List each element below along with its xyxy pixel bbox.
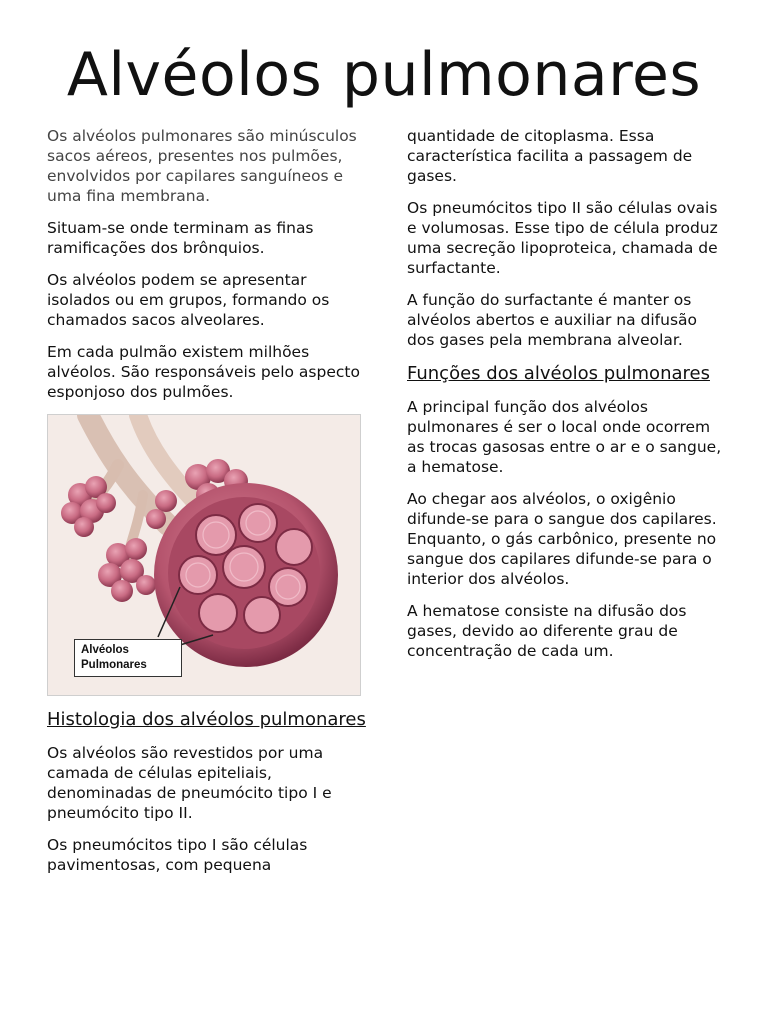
right-column — [407, 126, 725, 673]
functions-heading: Funções dos alvéolos pulmonares — [407, 363, 710, 384]
alveoli-illustration — [47, 414, 361, 696]
pneumocyte-ii-paragraph: Os pneumócitos tipo II são células ovais e volumosas. Esse tipo de célula produz uma secreção lipoproteica, chamada de surfactante. — [407, 199, 718, 277]
main-function-paragraph: A principal função dos alvéolos pulmonares é ser o local onde ocorrem as trocas gasosas entre o ar e o sangue, a hematose. — [407, 398, 722, 476]
cytoplasm-paragraph: quantidade de citoplasma. Essa característica facilita a passagem de gases. — [407, 127, 693, 185]
histology-paragraph-2: Os pneumócitos tipo I são células pavimentosas, com pequena — [47, 836, 308, 874]
groups-paragraph: Os alvéolos podem se apresentar isolados ou em grupos, formando os chamados sacos alveolares. — [47, 271, 330, 329]
location-paragraph: Situam-se onde terminam as finas ramificações dos brônquios. — [47, 219, 314, 257]
hematosis-paragraph: A hematose consiste na difusão dos gases, devido ao diferente grau de concentração de cada um. — [407, 602, 687, 660]
histology-heading: Histologia dos alvéolos pulmonares — [47, 709, 366, 730]
quantity-paragraph: Em cada pulmão existem milhões alvéolos. São responsáveis pelo aspecto esponjoso dos pulmões. — [47, 343, 360, 401]
surfactant-paragraph: A função do surfactante é manter os alvéolos abertos e auxiliar na difusão dos gases pela membrana alveolar. — [407, 291, 698, 349]
histology-paragraph-1: Os alvéolos são revestidos por uma camada de células epiteliais, denominadas de pneumócito tipo I e pneumócito tipo II. — [47, 744, 332, 822]
figure-caption-label: Alvéolos Pulmonares — [74, 639, 182, 677]
diffusion-paragraph: Ao chegar aos alvéolos, o oxigênio difunde-se para o sangue dos capilares. Enquanto, o gás carbônico, presente no sangue dos capilares difunde-se para o interior dos alvéolos. — [407, 490, 717, 588]
page-title: Alvéolos pulmonares — [66, 40, 702, 110]
intro-paragraph: Os alvéolos pulmonares são minúsculos sacos aéreos, presentes nos pulmões, envolvidos por capilares sanguíneos e uma fina membrana. — [47, 127, 357, 205]
left-column — [47, 126, 369, 887]
